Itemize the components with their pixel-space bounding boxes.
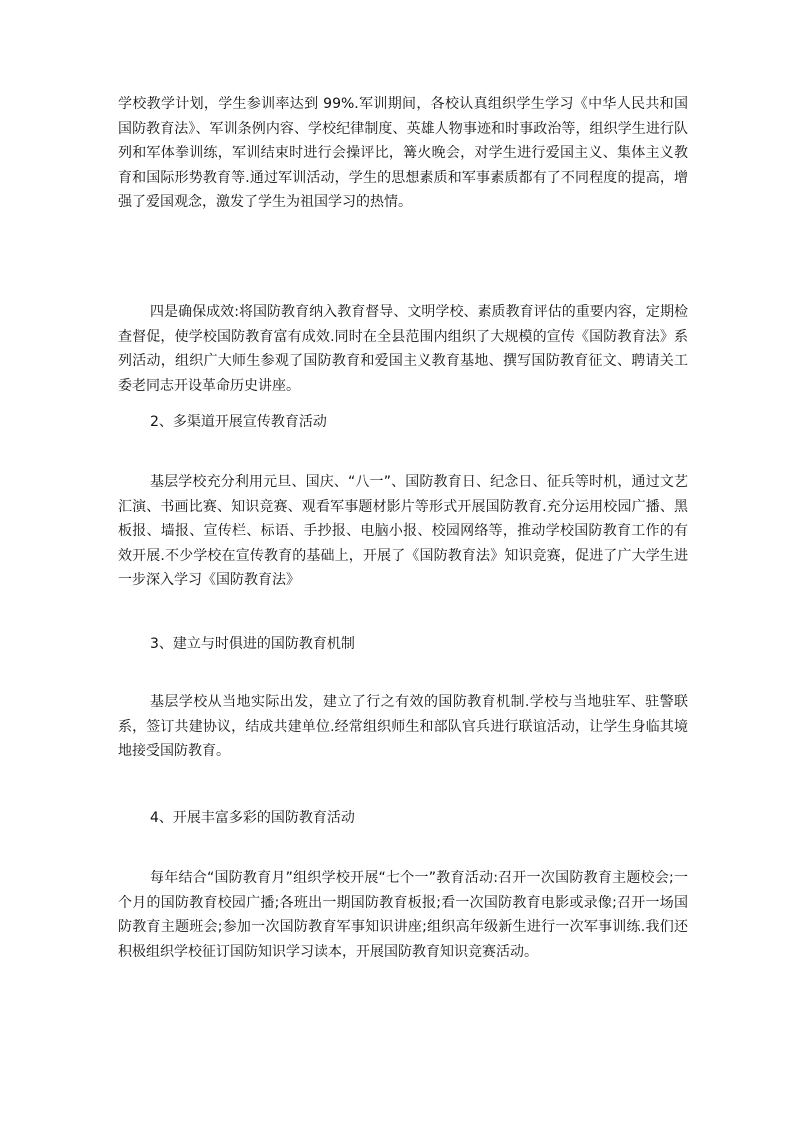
section-heading-3: 3、建立与时俱进的国防教育机制 [150, 636, 355, 652]
section-heading-4: 4、开展丰富多彩的国防教育活动 [150, 810, 355, 826]
section-heading-2: 2、多渠道开展宣传教育活动 [150, 414, 327, 430]
paragraph-ensure-results: 四是确保成效:将国防教育纳入教育督导、文明学校、素质教育评估的重要内容，定期检查督促，使学校国防教育富有成效.同时在全县范围内组织了大规模的宣传《国防教育法》系列活动，组织广大师生参观了国防教育和爱国主义教育基地、撰写国防教育征文、聘请关工委老同志开设革命历史讲座。 [118, 304, 688, 394]
paragraph-military-training: 学校教学计划，学生参训率达到 99%.军训期间，各校认真组织学生学习《中华人民共和国国防教育法》、军训条例内容、学校纪律制度、英雄人物事迹和时事政治等，组织学生进行队列和军体拳训练，军训结束时进行会操评比，篝火晚会，对学生进行爱国主义、集体主义教育和国际形势教育等.通过军训活动，学生的思想素质和军事素质都有了不同程度的提高，增强了爱国观念，激发了学生为祖国学习的热情。 [118, 96, 688, 210]
paragraph-education-mechanism: 基层学校从当地实际出发，建立了行之有效的国防教育机制.学校与当地驻军、驻警联系，签订共建协议，结成共建单位.经常组织师生和部队官兵进行联谊活动，让学生身临其境地接受国防教育。 [118, 694, 688, 759]
paragraph-diverse-activities: 每年结合“国防教育月”组织学校开展“七个一”教育活动:召开一次国防教育主题校会;一个月的国防教育校园广播;各班出一期国防教育板报;看一次国防教育电影或录像;召开一场国防教育主题班会;参加一次国防教育军事知识讲座;组织高年级新生进行一次军事训练.我们还积极组织学校征订国防知识学习读本，开展国防教育知识竞赛活动。 [118, 870, 688, 960]
paragraph-publicity-activities: 基层学校充分利用元旦、国庆、“八一”、国防教育日、纪念日、征兵等时机，通过文艺汇演、书画比赛、知识竞赛、观看军事题材影片等形式开展国防教育.充分运用校园广播、黑板报、墙报、宣传栏、标语、手抄报、电脑小报、校园网络等，推动学校国防教育工作的有效开展.不少学校在宣传教育的基础上，开展了《国防教育法》知识竞赛，促进了广大学生进一步深入学习《国防教育法》 [118, 474, 688, 588]
